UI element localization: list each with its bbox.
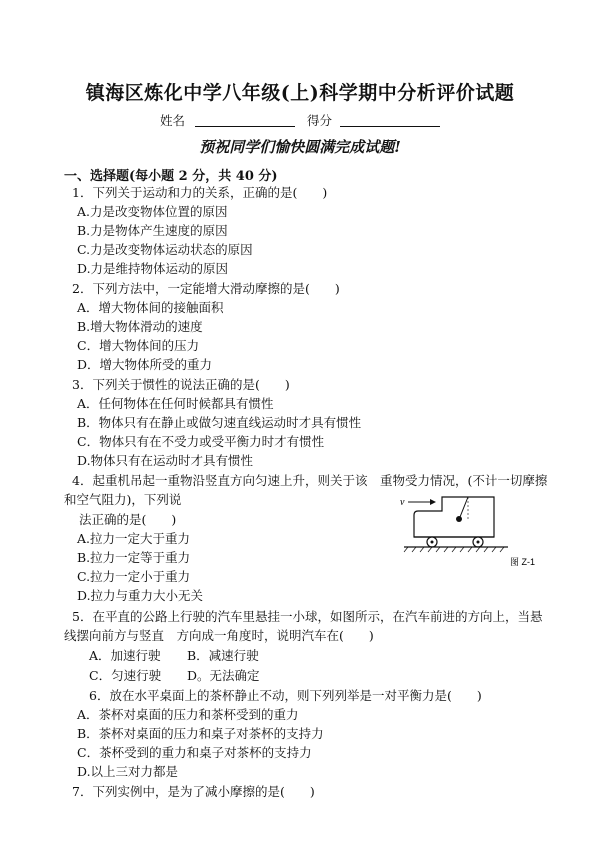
q5-stem-line2: 线摆向前方与竖直 方向成一角度时，说明汽车在( ) <box>64 628 374 643</box>
pendulum-ball <box>456 516 462 522</box>
q4-option-b: B.拉力一定等于重力 <box>77 550 191 565</box>
q6-option-d: D.以上三对力都是 <box>77 764 179 779</box>
q5-stem-line1: 5．在平直的公路上行驶的汽车里悬挂一小球，如图所示，在汽车前进的方向上，当悬 <box>72 609 543 624</box>
q4-stem-line2: 和空气阻力)，下列说 <box>64 492 182 507</box>
q3-stem: 3．下列关于惯性的说法正确的是( ) <box>72 377 290 392</box>
q4-stem-line3: 法正确的是( ) <box>79 512 177 527</box>
figure-caption: 图 Z-1 <box>510 557 536 567</box>
car-pendulum-diagram <box>398 491 542 569</box>
velocity-label: v <box>400 497 405 508</box>
q4-option-d: D.拉力与重力大小无关 <box>77 588 204 603</box>
q1-option-d: D.力是维持物体运动的原因 <box>77 261 229 276</box>
pendulum-string <box>460 497 468 517</box>
figure-car-pendulum <box>398 491 542 569</box>
q5-option-a: A．加速行驶 <box>89 648 161 663</box>
q3-option-c: C．物体只有在不受力或受平衡力时才有惯性 <box>77 434 325 449</box>
score-blank[interactable] <box>340 114 440 127</box>
score-label: 得分 <box>306 113 332 128</box>
section-heading: 一、选择题(每小题 2 分，共 40 分) <box>64 169 278 184</box>
q6-option-c: C．茶杯受到的重力和桌子对茶杯的支持力 <box>77 745 312 760</box>
q2-option-d: D．增大物体所受的重力 <box>77 357 213 372</box>
q5-option-d: D。无法确定 <box>187 668 260 683</box>
name-score-line <box>0 111 600 129</box>
ground-hatching <box>404 547 504 552</box>
velocity-arrow-head <box>430 499 436 505</box>
q6-option-a: A．茶杯对桌面的压力和茶杯受到的重力 <box>77 707 299 722</box>
name-label: 姓名 <box>160 113 186 128</box>
q3-option-a: A．任何物体在任何时候都具有惯性 <box>77 396 274 411</box>
q6-option-b: B．茶杯对桌面的压力和桌子对茶杯的支持力 <box>77 726 324 741</box>
q1-option-a: A.力是改变物体位置的原因 <box>77 204 228 219</box>
name-blank[interactable] <box>195 114 295 127</box>
q7-stem: 7．下列实例中，是为了减小摩擦的是( ) <box>72 784 315 799</box>
q2-option-a: A．增大物体间的接触面积 <box>77 300 224 315</box>
rear-wheel-hub <box>431 541 434 544</box>
q2-option-b: B.增大物体滑动的速度 <box>77 319 203 334</box>
exam-title: 镇海区炼化中学八年级(上)科学期中分析评价试题 <box>85 82 515 104</box>
q6-stem: 6．放在水平桌面上的茶杯静止不动，则下列列举是一对平衡力是( ) <box>89 688 482 703</box>
q4-stem-line1: 4．起重机吊起一重物沿竖直方向匀速上升，则关于该 重物受力情况，(不计一切摩擦 <box>72 473 548 488</box>
front-wheel-hub <box>477 541 480 544</box>
wish-line: 预祝同学们愉快圆满完成试题! <box>199 138 401 156</box>
q2-option-c: C．增大物体间的压力 <box>77 338 200 353</box>
q3-option-b: B．物体只有在静止或做匀速直线运动时才具有惯性 <box>77 415 362 430</box>
q2-stem: 2．下列方法中，一定能增大滑动摩擦的是( ) <box>72 281 340 296</box>
q5-option-b: B．减速行驶 <box>187 648 259 663</box>
q1-option-b: B.力是物体产生速度的原因 <box>77 223 228 238</box>
q1-option-c: C.力是改变物体运动状态的原因 <box>77 242 253 257</box>
q4-option-c: C.拉力一定小于重力 <box>77 569 191 584</box>
q1-stem: 1．下列关于运动和力的关系，正确的是( ) <box>72 185 328 200</box>
q4-option-a: A.拉力一定大于重力 <box>77 531 191 546</box>
q5-option-c: C．匀速行驶 <box>89 668 162 683</box>
car-body <box>414 497 494 537</box>
q3-option-d: D.物体只有在运动时才具有惯性 <box>77 453 254 468</box>
